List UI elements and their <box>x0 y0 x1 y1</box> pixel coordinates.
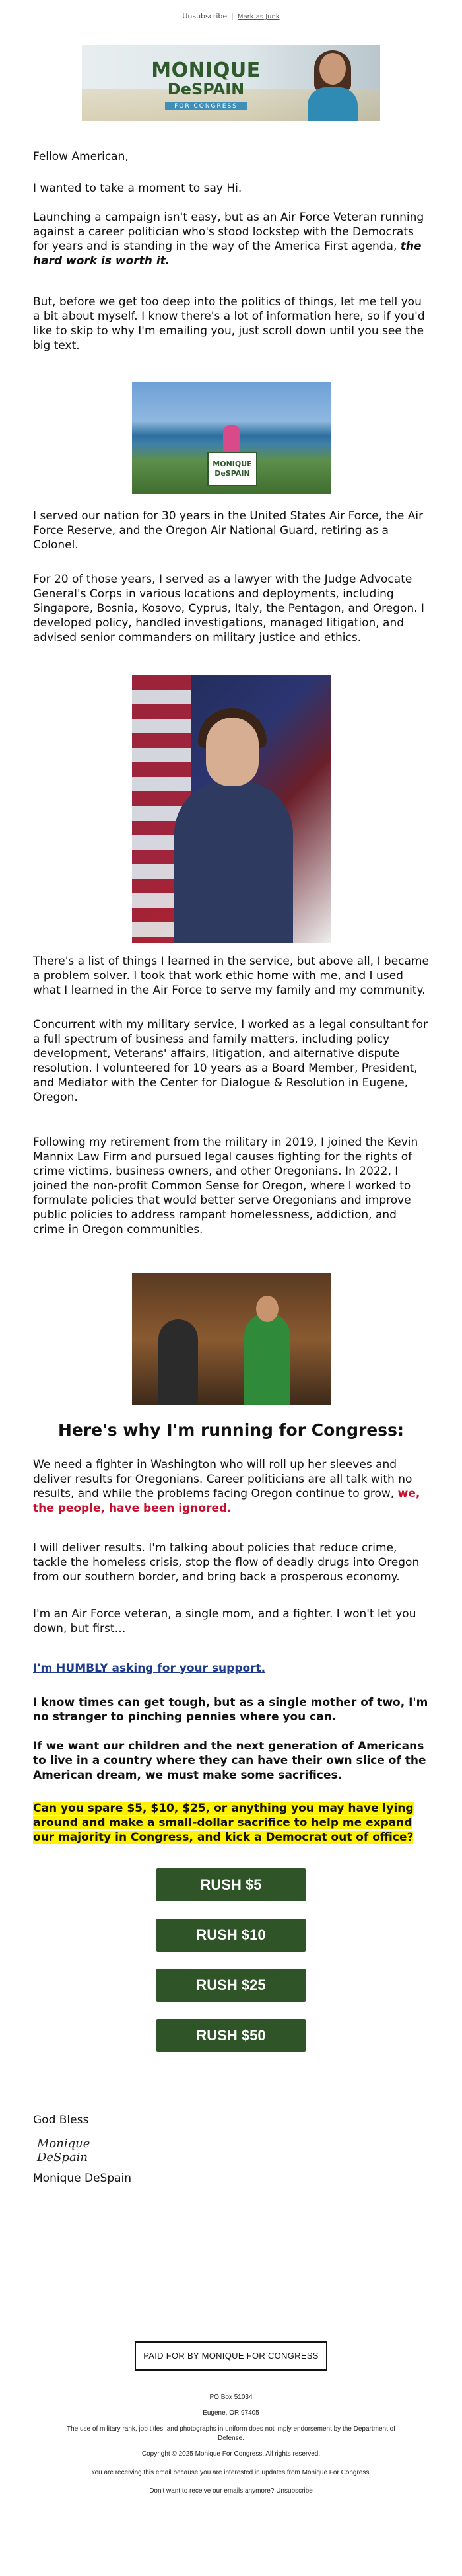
logo-last-name: DeSPAIN <box>167 80 245 98</box>
deliver-paragraph: I will deliver results. I'm talking about policies that reduce crime, tackle the homeless crisis, stop the flow of deadly drugs into Oregon from our southern border, and bring back a prosperous economy. <box>33 1541 420 1584</box>
mark-spam-link[interactable]: Mark as Junk <box>237 13 280 20</box>
campaign-banner <box>82 45 380 121</box>
support-link-row <box>33 1661 429 1675</box>
logo-tagline: FOR CONGRESS <box>165 102 247 110</box>
launch-text: Launching a campaign isn't easy, but as an Air Force Veteran running against a career politician who's stood lockstep with the Democrats for years and is standing in the way of the America First agenda, <box>33 211 424 253</box>
campaign-photo-coast <box>132 382 331 494</box>
unsubscribe-link[interactable]: Unsubscribe <box>182 12 228 20</box>
community-event-photo <box>132 1273 331 1405</box>
children-paragraph: If we want our children and the next generation of Americans to live in a country where they can have their own slice of the American dream, we must make some sacrifices. <box>33 1740 426 1782</box>
logo-first-name: MONIQUE <box>151 59 261 82</box>
footer-city: Eugene, OR 97405 <box>203 2410 259 2417</box>
problem-solver-paragraph: There's a list of things I learned in the service, but above all, I became a problem solver. I took that work ethic home with me, and I used what I learned in the Air Force to serve my family and my community. <box>33 955 429 997</box>
footer-unsubscribe-note[interactable]: Don't want to receive our emails anymore? Unsubscribe <box>149 2487 313 2495</box>
attendee-figure <box>158 1319 198 1405</box>
closing: God Bless <box>33 2114 89 2127</box>
donation-ask-highlight: Can you spare $5, $10, $25, or anything you may have lying around and make a small-dollar sacrifice to help me expand our majority in Congress, and kick a Democrat out of office? <box>33 1802 414 1844</box>
candidate-figure <box>244 1313 290 1405</box>
intro-text: I wanted to take a moment to say Hi. <box>33 182 242 195</box>
divider: | <box>231 12 234 20</box>
portrait-face <box>319 53 346 85</box>
portrait-shirt <box>308 87 358 121</box>
donation-ask-paragraph <box>33 1801 429 1845</box>
skip-paragraph: But, before we get too deep into the politics of things, let me tell you a bit about myself. I know there's a lot of information here, so if you'd like to skip to why I'm emailing you, just scroll down until you see the big text. <box>33 295 425 352</box>
footer-copyright: Copyright © 2025 Monique For Congress, All rights reserved. <box>141 2450 321 2458</box>
candidate-figure <box>223 425 240 455</box>
mother-paragraph: I know times can get tough, but as a single mother of two, I'm no stranger to pinching pennies where you can. <box>33 1696 428 1724</box>
support-link[interactable]: I'm HUMBLY asking for your support. <box>33 1662 266 1675</box>
rush-25-button[interactable]: RUSH $25 <box>156 1969 306 2002</box>
retirement-paragraph: Following my retirement from the military in 2019, I joined the Kevin Mannix Law Firm and pursued legal causes fighting for the rights of crime victims, business owners, and other Oregonians. In 2022, I joined the non-profit Common Sense for Oregon, where I worked to formulate policies that would better serve Oregonians and improve public policies to address rampant homelessness, addiction, and crime in Oregon communities. <box>33 1136 418 1236</box>
rush-5-button[interactable]: RUSH $5 <box>156 1868 306 1901</box>
fighter-red-text: we, the people, have been ignored. <box>33 1487 420 1515</box>
rush-10-button[interactable]: RUSH $10 <box>156 1919 306 1952</box>
lawyer-paragraph: For 20 of those years, I served as a lawyer with the Judge Advocate General's Corps in various locations and deployments, including Singapore, Bosnia, Kosovo, Cyprus, Italy, the Pentagon, and Oregon. I developed policy, handled investigations, managed litigation, and advised senior commanders on military justice and ethics. <box>33 573 424 644</box>
served-paragraph: I served our nation for 30 years in the United States Air Force, the Air Force Reserve, and the Oregon Air National Guard, retiring as a Colonel. <box>33 509 424 552</box>
handwritten-signature: Monique DeSpain <box>37 2137 90 2164</box>
signoff-name: Monique DeSpain <box>33 2172 132 2185</box>
launch-paragraph <box>33 210 429 268</box>
portrait-face <box>206 718 259 786</box>
fighter-text: We need a fighter in Washington who will roll up her sleeves and deliver results for Oregonians. Career politicians are all talk with no results, and while the problems facing Oregon continue to grow, <box>33 1458 412 1500</box>
launch-emphasis: the hard work is worth it. <box>33 240 422 268</box>
candidate-portrait <box>300 50 366 121</box>
candidate-head <box>256 1296 279 1322</box>
footer-receiving-note: You are receiving this email because you are interested in updates from Monique For Congress. <box>90 2469 372 2476</box>
campaign-logo <box>140 61 272 110</box>
footer-dod-disclaimer: The use of military rank, job titles, and photographs in uniform does not imply endorsement by the Department of Defense. <box>66 2425 396 2442</box>
campaign-sign: MONIQUE DeSPAIN <box>207 452 257 486</box>
rush-50-button[interactable]: RUSH $50 <box>156 2019 306 2052</box>
paid-for-disclaimer: PAID FOR BY MONIQUE FOR CONGRESS <box>135 2341 327 2371</box>
greeting: Fellow American, <box>33 150 129 163</box>
concurrent-paragraph: Concurrent with my military service, I worked as a legal consultant for a full spectrum of business and family matters, including policy development, Veterans' affairs, litigation, and alternative dispute resolution. I volunteered for 10 years as a Board Member, President, and Mediator with the Center for Dialogue & Resolution in Eugene, Oregon. <box>33 1018 428 1104</box>
top-links <box>0 12 462 20</box>
military-portrait-photo <box>132 675 331 943</box>
footer-po-box: PO Box 51034 <box>209 2394 253 2401</box>
veteran-paragraph: I'm an Air Force veteran, a single mom, and a fighter. I won't let you down, but first… <box>33 1607 416 1635</box>
fighter-paragraph <box>33 1457 429 1516</box>
uniform-graphic <box>174 781 293 943</box>
section-heading: Here's why I'm running for Congress: <box>57 1420 405 1440</box>
